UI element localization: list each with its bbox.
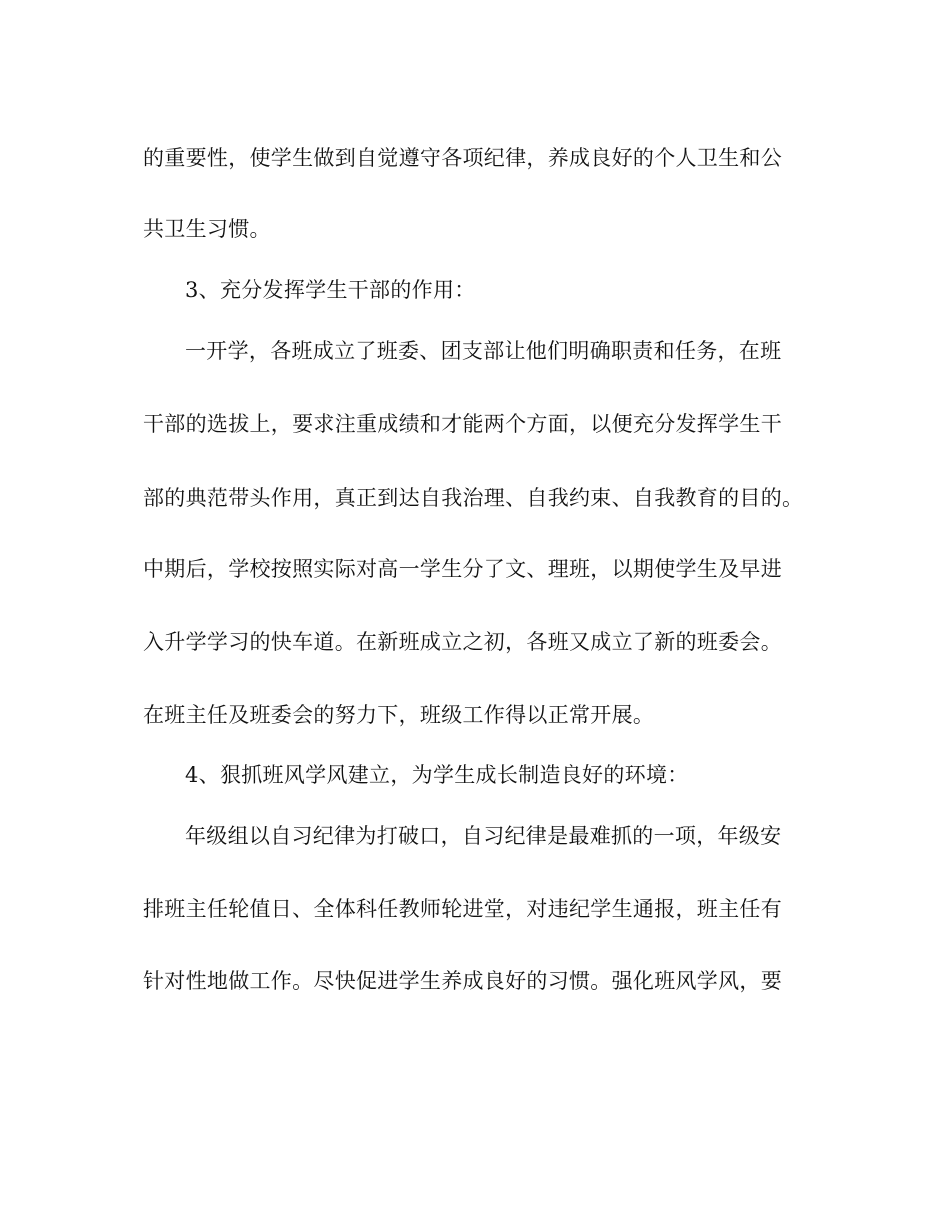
text-line: 干部的选拔上，要求注重成绩和才能两个方面，以便充分发挥学生干 (143, 412, 782, 436)
text-line: 入升学学习的快车道。在新班成立之初，各班又成立了新的班委会。 (143, 630, 782, 654)
text-line: 一开学，各班成立了班委、团支部让他们明确职责和任务，在班 (185, 339, 782, 363)
text-line: 年级组以自习纪律为打破口，自习纪律是最难抓的一项，年级安 (185, 824, 782, 848)
text-line: 中期后，学校按照实际对高一学生分了文、理班，以期使学生及早进 (143, 557, 782, 581)
text-line: 排班主任轮值日、全体科任教师轮进堂，对违纪学生通报，班主任有 (143, 897, 782, 921)
text-line: 部的典范带头作用，真正到达自我治理、自我约束、自我教育的目的。 (143, 486, 804, 510)
text-line: 在班主任及班委会的努力下，班级工作得以正常开展。 (143, 703, 655, 727)
section-heading: 3、充分发挥学生干部的作用： (185, 278, 476, 302)
text-line: 的重要性，使学生做到自觉遵守各项纪律，养成良好的个人卫生和公 (143, 146, 782, 170)
text-line: 针对性地做工作。尽快促进学生养成良好的习惯。强化班风学风，要 (143, 969, 782, 993)
section-heading: 4、狠抓班风学风建立，为学生成长制造良好的环境： (185, 763, 689, 787)
text-line: 共卫生习惯。 (143, 217, 271, 241)
